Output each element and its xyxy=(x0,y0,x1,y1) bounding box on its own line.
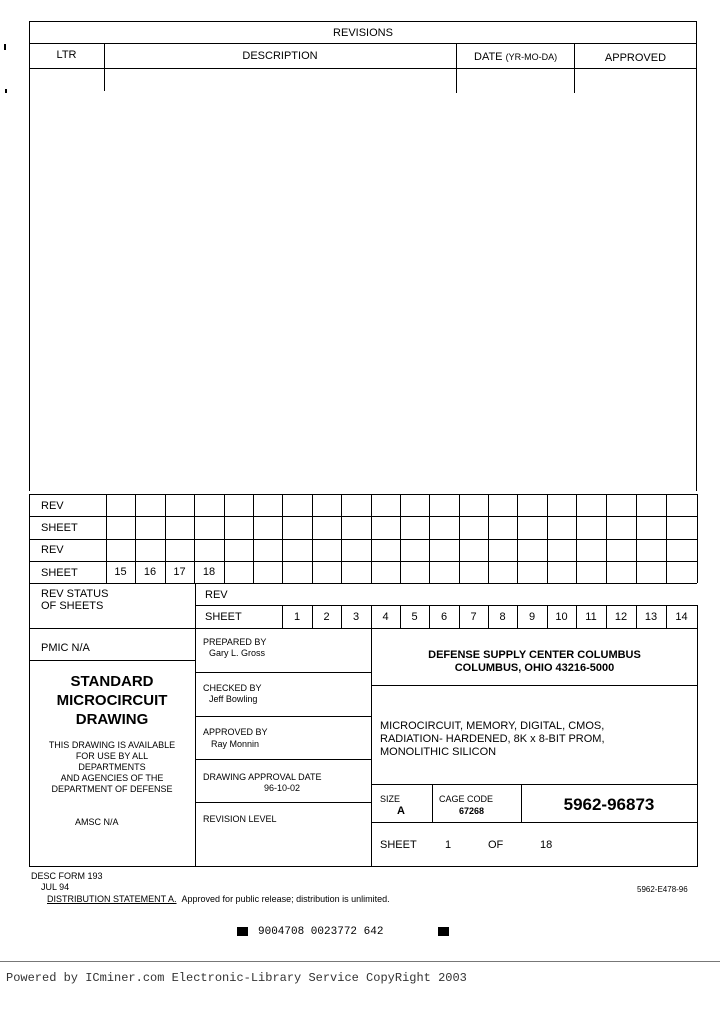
drawing-number: 5962-96873 xyxy=(563,795,655,814)
sheet-number: 18 xyxy=(202,566,216,578)
upper-rev-label: REV xyxy=(41,500,64,512)
prepared-by-name: Gary L. Gross xyxy=(209,648,266,658)
document-code: 5962-E478-96 xyxy=(637,885,688,894)
sheet-number: 17 xyxy=(173,566,186,578)
grid-line xyxy=(29,539,697,540)
ltr-header: LTR xyxy=(56,49,77,61)
sheet-number: 8 xyxy=(499,611,506,623)
agency-address: COLUMBUS, OHIO 43216-5000 xyxy=(454,662,615,674)
heading-drawing: DRAWING xyxy=(75,711,149,728)
date-format: (YR-MO-DA) xyxy=(505,52,558,62)
description-line: MONOLITHIC SILICON xyxy=(380,746,497,758)
availability-line: DEPARTMENTS xyxy=(78,762,146,772)
barcode-text: 9004708 0023772 642 xyxy=(258,926,384,938)
grid-line xyxy=(282,494,283,583)
grid-line xyxy=(666,494,667,583)
lower-rev-label: REV xyxy=(205,589,228,601)
approved-by-name: Ray Monnin xyxy=(211,739,260,749)
approved-by-label: APPROVED BY xyxy=(203,727,268,737)
lower-sheet-label: SHEET xyxy=(205,611,242,623)
upper-sheet-label: SHEET xyxy=(41,522,78,534)
sheet-number: 4 xyxy=(382,611,389,623)
powered-by-banner: Powered by ICminer.com Electronic-Library Service CopyRight 2003 xyxy=(6,971,467,985)
availability-line: AND AGENCIES OF THE xyxy=(60,773,164,783)
grid-line xyxy=(371,494,372,583)
agency-name: DEFENSE SUPPLY CENTER COLUMBUS xyxy=(428,649,641,661)
sheet-number: 16 xyxy=(143,566,157,578)
checked-by-name: Jeff Bowling xyxy=(209,694,258,704)
distribution-text: Approved for public release; distribution is unlimited. xyxy=(181,894,390,904)
cage-code-label: CAGE CODE xyxy=(439,794,494,804)
revision-level-label: REVISION LEVEL xyxy=(203,814,277,824)
grid-line xyxy=(29,494,697,495)
size-label: SIZE xyxy=(380,794,401,804)
cage-code-value: 67268 xyxy=(459,806,485,816)
sheet-number: 3 xyxy=(352,611,360,623)
sheet-number: 15 xyxy=(114,566,127,578)
grid-line xyxy=(576,494,577,583)
approved-header: APPROVED xyxy=(604,52,667,64)
sheet-number: 2 xyxy=(323,611,330,623)
heading-microcircuit: MICROCIRCUIT xyxy=(56,692,168,709)
sheet-number: 11 xyxy=(585,611,597,623)
sheet-number: 13 xyxy=(644,611,658,623)
rev-status-of-sheets: REV STATUS OF SHEETS xyxy=(41,588,109,612)
description-line: RADIATION- HARDENED, 8K x 8-BIT PROM, xyxy=(380,733,605,745)
grid-line xyxy=(697,494,698,583)
description-header: DESCRIPTION xyxy=(242,50,318,62)
scan-mark xyxy=(4,44,6,50)
distribution-label: DISTRIBUTION STATEMENT A. xyxy=(47,894,177,904)
sheet-number: 10 xyxy=(555,611,568,623)
grid-line xyxy=(636,494,637,583)
grid-line xyxy=(517,494,518,583)
sheet-number: 14 xyxy=(675,611,688,623)
middle-sheet-label: SHEET xyxy=(41,567,78,579)
grid-line xyxy=(429,494,430,583)
sheet-number: 7 xyxy=(470,611,477,623)
availability-line: FOR USE BY ALL xyxy=(75,751,149,761)
approval-date: 96-10-02 xyxy=(264,783,301,793)
description-line: MICROCIRCUIT, MEMORY, DIGITAL, CMOS, xyxy=(380,720,605,732)
amsc-label: AMSC N/A xyxy=(75,817,119,827)
approval-date-label: DRAWING APPROVAL DATE xyxy=(203,772,322,782)
sheet-number: 9 xyxy=(528,611,536,623)
middle-rev-label: REV xyxy=(41,544,64,556)
date-header: DATE (YR-MO-DA) xyxy=(474,51,558,63)
form-date: JUL 94 xyxy=(41,882,70,892)
grid-line xyxy=(312,494,313,583)
barcode-mark-right xyxy=(438,927,449,936)
sheet-number: 1 xyxy=(293,611,301,623)
grid-line xyxy=(29,583,697,584)
heading-standard: STANDARD xyxy=(70,673,154,690)
availability-line: THIS DRAWING IS AVAILABLE xyxy=(48,740,176,750)
sheet-number: 6 xyxy=(440,611,448,623)
grid-line xyxy=(606,494,607,583)
of-label: OF xyxy=(488,839,504,851)
grid-line xyxy=(488,494,489,583)
barcode-mark-left xyxy=(237,927,248,936)
sheet-number: 5 xyxy=(411,611,418,623)
prepared-by-label: PREPARED BY xyxy=(203,637,267,647)
grid-line xyxy=(697,605,698,628)
size-value: A xyxy=(397,805,405,817)
grid-line xyxy=(400,494,401,583)
grid-line xyxy=(341,494,342,583)
grid-line xyxy=(29,516,697,517)
grid-line xyxy=(29,494,30,605)
sheet-number: 12 xyxy=(614,611,628,623)
grid-line xyxy=(224,494,225,583)
grid-line xyxy=(547,494,548,583)
form-number: DESC FORM 193 xyxy=(31,871,103,881)
pmic-label: PMIC N/A xyxy=(41,642,90,654)
revisions-title: REVISIONS xyxy=(333,27,393,39)
availability-line: DEPARTMENT OF DEFENSE xyxy=(51,784,173,794)
grid-line xyxy=(253,494,254,583)
scan-mark xyxy=(5,89,7,93)
total-sheets: 18 xyxy=(540,839,553,851)
grid-line xyxy=(459,494,460,583)
checked-by-label: CHECKED BY xyxy=(203,683,262,693)
sheet-value: 1 xyxy=(445,839,452,851)
sheet-label: SHEET xyxy=(380,839,417,851)
distribution-statement xyxy=(47,894,390,904)
